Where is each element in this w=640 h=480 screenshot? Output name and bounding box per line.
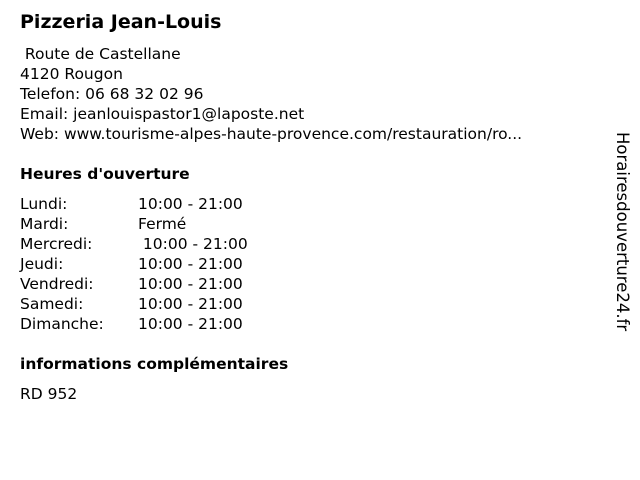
hours-time: 10:00 - 21:00 <box>138 295 243 313</box>
hours-day: Mardi: <box>20 215 69 233</box>
hours-day: Mercredi: <box>20 235 93 253</box>
hours-row-sunday <box>20 314 248 334</box>
hours-time: 10:00 - 21:00 <box>138 195 243 213</box>
hours-row-saturday <box>20 294 248 314</box>
address-city: 4120 Rougon <box>20 65 123 83</box>
hours-row-monday <box>20 194 248 214</box>
hours-time: 10:00 - 21:00 <box>138 315 243 333</box>
business-name: Pizzeria Jean-Louis <box>20 11 222 33</box>
hours-day: Dimanche: <box>20 315 104 333</box>
address-street: Route de Castellane <box>20 45 181 63</box>
site-watermark: Horairesdouverture24.fr <box>613 132 632 332</box>
hours-day: Jeudi: <box>20 255 64 273</box>
hours-time: 10:00 - 21:00 <box>138 235 248 253</box>
hours-row-wednesday <box>20 234 248 254</box>
opening-hours-table <box>20 194 248 334</box>
hours-row-tuesday <box>20 214 248 234</box>
hours-time: Fermé <box>138 215 187 233</box>
hours-row-thursday <box>20 254 248 274</box>
email-line: Email: jeanlouispastor1@laposte.net <box>20 105 305 123</box>
additional-info-heading: informations complémentaires <box>20 355 289 373</box>
contact-block <box>20 44 522 144</box>
hours-day: Vendredi: <box>20 275 94 293</box>
additional-info-text: RD 952 <box>20 385 78 403</box>
hours-day: Samedi: <box>20 295 84 313</box>
hours-time: 10:00 - 21:00 <box>138 255 243 273</box>
opening-hours-heading: Heures d'ouverture <box>20 165 190 183</box>
web-line: Web: www.tourisme-alpes-haute-provence.com/restauration/ro... <box>20 125 523 143</box>
hours-row-friday <box>20 274 248 294</box>
phone-line: Telefon: 06 68 32 02 96 <box>20 85 204 103</box>
hours-day: Lundi: <box>20 195 68 213</box>
hours-time: 10:00 - 21:00 <box>138 275 243 293</box>
